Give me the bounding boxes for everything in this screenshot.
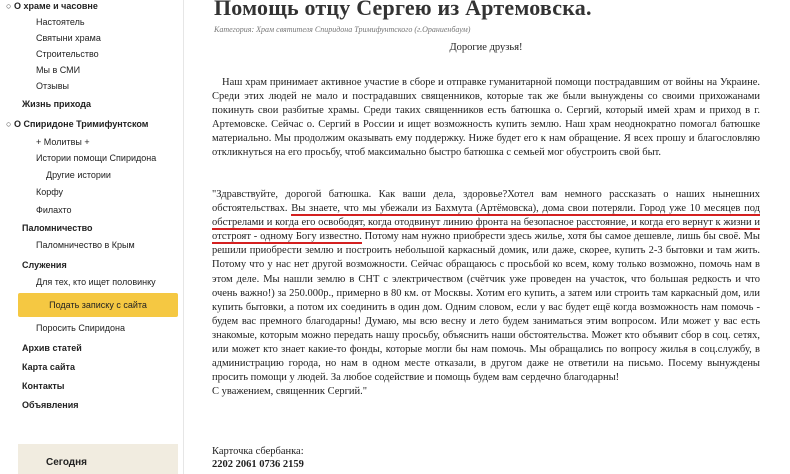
today-label: Сегодня [46,457,88,468]
sidebar-item-4[interactable] [36,48,219,60]
sidebar-item-label: Корфу [36,187,64,197]
letter-text-rest: Потому нам нужно приобрести здесь жилье, хотя бы самое дешевле, лишь бы своё. Мы решили приобрести землю и построить небольшой каркасный домик, или даже, скорее, купить 2-3 бытовки и там жить. Потому что у нас нет другой возможности. Сейчас обращаюсь с просьбой ко всем, кому только возможно, помочь нам в этом деле. Мы нашли землю в СНТ с электричеством (счётчик уже проведен на участок, что большая редкость и что очень важно!) за 250.000р., примерно в 80 км. от Москвы. Хотим его купить, а затем или строить там каркасный дом, или купить бытовки, а потом их соединить в один дом. Одним словом, если у вас будет ещё когда возможность нам помочь - будем вас премного благодарны! Думаю, мы всю весну и лето будем заниматься этим вопросом. Или может у вас есть знакомые, которым можно передать нашу просьбу, объяснить наши обстоятельства. Может кто объявит сбор в соц. сетях, или может кто знает какие-то фонды, которые могли бы нам помочь. Мы обращались по вопросу жилья в соц.службу, в администрацию города, но нам в одном месте отказали, в другом даже не ответили на письмо. Посему вынуждены просить помощи у людей. За любое содействие и помощь будем вам сердечно благодарны! [212,231,760,384]
sidebar-item-label: Жизнь прихода [22,99,91,109]
sidebar-item-3[interactable] [22,361,205,373]
letter-paragraph [212,188,760,399]
sidebar-item-7[interactable] [22,98,205,110]
sidebar-item-label: Архив статей [22,343,82,353]
sidebar-item-label: Настоятель [36,17,85,27]
sidebar-item-label: Объявления [22,400,79,410]
sidebar-item-8[interactable] [6,118,189,130]
sidebar-item-label: Паломничество в Крым [36,240,135,250]
sidebar-item-label: Поросить Спиридона [36,323,125,333]
sidebar-item-label: + Молитвы + [36,137,90,147]
letter-signoff: С уважением, священник Сергий." [212,386,368,398]
circle-bullet-icon: ○ [6,1,14,11]
sidebar-item-label: Отзывы [36,81,69,91]
sidebar-item-label: Служения [22,260,67,270]
article-category[interactable]: Категория: Храм святителя Спиридона Тримифунтского (г.Ораниенбаум) [214,25,471,34]
page-title: Помощь отцу Сергею из Артемовска. [214,0,592,20]
card-label: Карточка сбербанка: [212,446,304,457]
sidebar-item-16[interactable] [22,259,205,271]
underlined-text: Вы знаете, что мы убежали из Бахмута (Артёмовска), дома свои потеряли. Город уже 10 месяцев под обстрелами и когда его освободят, когда отодвинут линию фронта на безопасное расстояние, и когда его вернут к жизни и отстроят - одному Богу известно. [212,203,760,243]
greeting: Дорогие друзья! [449,42,523,53]
sidebar-item-12[interactable] [36,186,219,198]
sidebar-item-6[interactable] [36,80,219,92]
sidebar-item-11[interactable] [46,169,229,181]
sidebar-item-9[interactable] [36,136,219,148]
sidebar-item-5[interactable] [36,64,219,76]
sidebar-item-label: Карта сайта [22,362,75,372]
card-number: 2202 2061 0736 2159 [212,459,304,470]
sidebar-item-label: Паломничество [22,223,93,233]
sidebar-item-4[interactable] [22,380,205,392]
sidebar-item-1[interactable] [6,0,189,12]
sidebar-item-3[interactable] [36,32,219,44]
sidebar-item-2[interactable] [22,342,205,354]
sidebar-item-label: Святыни храма [36,33,101,43]
sidebar-item-label: Филахто [36,205,72,215]
sidebar-item-label: Для тех, кто ищет половинку [36,277,156,287]
circle-bullet-icon: ○ [6,119,14,129]
sidebar-item-label: О храме и часовне [13,1,98,11]
intro-paragraph: Наш храм принимает активное участие в сборе и отправке гуманитарной помощи пострадавшим от войны на Украине. Среди этих людей не мало и пострадавших священников, которые так же были вынуждены со своими прихожанами покинуть свои разбитые храмы. Среди таких священников есть батюшка о. Сергий, который имей храм и приход в г. Артемовске. Сейчас о. Сергий в России и ищет возможность купить землю. Наш храм неоднократно помогал батюшке материально. Мы продолжим оказывать ему поддержку. Ниже будет его к нам обращение. Я всех прошу и благословляю откликнуться на его просьбу, чтоб максимально быстро батюшка с семьей мог обустроить свой быт. [212,77,760,159]
submit-note-button[interactable]: Подать записку с сайта [18,293,178,317]
sidebar-item-label: Строительство [36,49,99,59]
letter-text-start: "Здравствуйте, дорогой батюшка. Как ваши дела, здоровье?Хотел вам немного рассказать о наших нынешних обстоятельствах. [212,189,760,215]
sidebar-item-label: О Спиридоне Тримифунтском [13,119,149,129]
sidebar-item-13[interactable] [36,204,219,216]
article [212,0,772,474]
sidebar-item-label: Другие истории [46,170,111,180]
sidebar-item-5[interactable] [22,399,205,411]
sidebar-item-10[interactable] [36,152,219,164]
sidebar-item-1[interactable] [36,322,219,334]
sidebar-item-label: Контакты [22,381,65,391]
sidebar-item-label: Истории помощи Спиридона [36,153,157,163]
sidebar-item-14[interactable] [22,222,205,234]
sidebar [0,0,184,474]
sidebar-item-2[interactable] [36,16,219,28]
sidebar-item-15[interactable] [36,239,219,251]
today-widget [18,444,178,474]
sidebar-item-17[interactable] [36,276,219,288]
sidebar-item-label: Мы в СМИ [36,65,81,75]
